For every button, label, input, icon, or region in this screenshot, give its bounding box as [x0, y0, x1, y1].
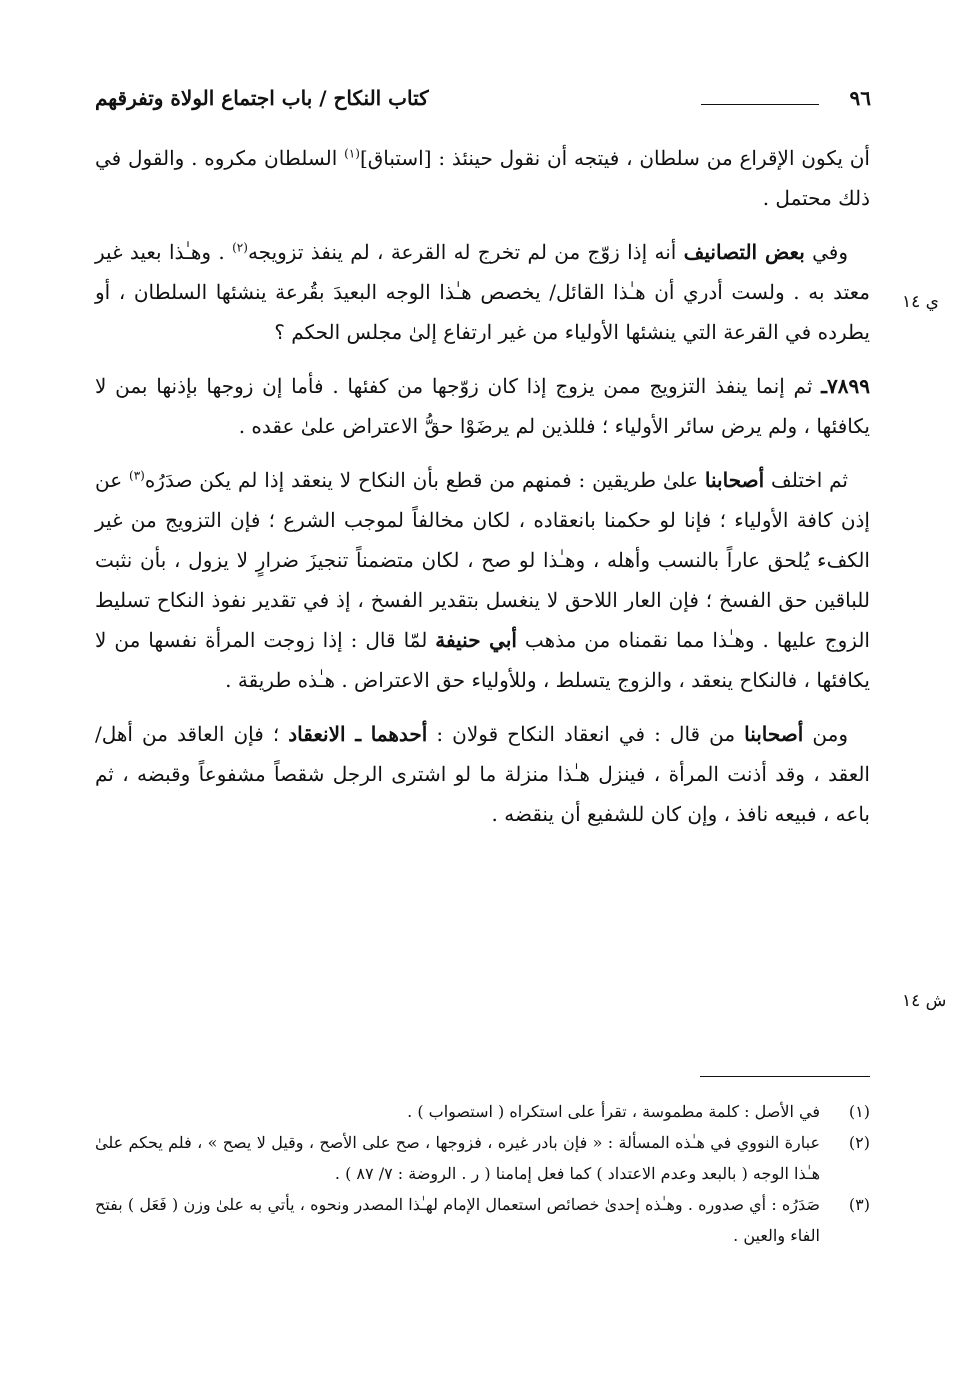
- text-run: لمّا قال : إذا زوجت المرأة نفسها من لا يكافئها ، فالنكاح ينعقد ، والزوج يتسلط ، وللأولياء حق الاعتراض . هـٰذه طريقة .: [95, 628, 870, 692]
- paragraph-5: [95, 714, 870, 834]
- text-run: أنه إذا زوّج من لم تخرج له القرعة ، لم ينفذ تزويجه: [247, 240, 684, 264]
- bold-text: أحدهما ـ الانعقاد: [288, 722, 428, 746]
- margin-marker-shin14: ش ١٤: [902, 991, 947, 1011]
- footnote-ref-3: (٣): [129, 468, 145, 483]
- footnote-separator: [700, 1076, 870, 1077]
- text-run: أن يكون الإقراع من سلطان ، فيتجه أن نقول حينئذ : [استباق]: [359, 146, 870, 170]
- footnote-3: [95, 1189, 870, 1251]
- text-run: ؛ فإن العاقد من أهل/ العقد ، وقد أذنت المرأة ، فينزل هـٰذا منزلة ما لو اشترى الرجل شقصاً مشفوعاً وقبضه ، ثم باعه ، فبيعه نافذ ، وإن كان للشفيع أن ينقضه .: [95, 722, 870, 826]
- paragraph-number: ٧٨٩٩ـ: [821, 374, 870, 398]
- footnote-number: (١): [848, 1102, 870, 1121]
- text-run: ثم اختلف: [764, 468, 848, 492]
- text-run: من قال : في انعقاد النكاح قولان :: [427, 722, 745, 746]
- footnote-number: (٣): [848, 1195, 870, 1214]
- text-run: وفي: [804, 240, 848, 264]
- text-run: . وهـٰذا بعيد غير معتد به . ولست أدري أن هـٰذا القائل/ يخصص هـٰذا الوجه البعيدَ بقُرعة ينشئها السلطان ، أو يطرده في القرعة التي ينشئها الأولياء من غير ارتفاع إلىٰ مجلس الحكم ؟: [95, 240, 870, 344]
- main-text: [95, 138, 870, 834]
- text-run: ومن: [803, 722, 848, 746]
- text-run: ثم إنما ينفذ التزويج ممن يزوج إذا كان زوّجها من كفئها . فأما إن زوجها بإذنها بمن لا يكافئها ، ولم يرض سائر الأولياء ؛ فللذين لم يرضَوْا حقُّ الاعتراض علىٰ عقده .: [95, 374, 870, 438]
- footnote-ref-2: (٢): [232, 240, 248, 255]
- bold-text: بعض التصانيف: [683, 240, 805, 264]
- text-run: السلطان مكروه . والقول في ذلك محتمل .: [95, 146, 870, 210]
- bold-text: أصحابنا: [744, 722, 804, 746]
- footnote-text: صَدَرُه : أي صدوره . وهـٰذه إحدىٰ خصائص استعمال الإمام لهـٰذا المصدر ونحوه ، يأتي به علىٰ وزن ( فَعَل ) بفتح الفاء والعين .: [95, 1195, 820, 1245]
- paragraph-1: [95, 138, 870, 218]
- bold-text: أبي حنيفة: [435, 628, 517, 652]
- paragraph-4: [95, 460, 870, 700]
- paragraph-2: [95, 232, 870, 352]
- running-title: كتاب النكاح / باب اجتماع الولاة وتفرقهم: [95, 86, 429, 110]
- footnote-number: (٢): [848, 1133, 870, 1152]
- footnote-1: [95, 1096, 870, 1127]
- page-header: [95, 86, 871, 120]
- margin-marker-ya14: ي ١٤: [902, 292, 939, 312]
- footnote-ref-1: (١): [344, 146, 360, 161]
- footnote-2: [95, 1127, 870, 1189]
- footnotes: [95, 1096, 870, 1251]
- text-run: عن إذن كافة الأولياء ؛ فإنا لو حكمنا بانعقاده ، لكان مخالفاً لموجب الشرع ؛ فإن التزويج من غير الكفء يُلحق عاراً بالنسب وأهله ، وهـٰذا لو صح ، لكان متضمناً تنجيزَ ضرارٍ لا يزول ، بأن نثبت للباقين حق الفسخ ؛ فإن العار اللاحق لا ينغسل بتقدير الفسخ ، إذ في تقدير نفوذ النكاح تسليط الزوج عليها . وهـٰذا مما نقمناه من مذهب: [95, 468, 870, 652]
- bold-text: أصحابنا: [704, 468, 765, 492]
- header-rule: [701, 104, 819, 105]
- footnote-text: عبارة النووي في هـٰذه المسألة : « فإن بادر غيره ، فزوجها ، صح على الأصح ، وقيل لا يصح » ، فلم يحكم علىٰ هـٰذا الوجه ( بالبعد وعدم الاعتداد ) كما فعل إمامنا ( ر . الروضة : ٧/ ٨٧ ) .: [95, 1133, 820, 1183]
- paragraph-3: [95, 366, 870, 446]
- page-number: ٩٦: [849, 86, 871, 110]
- footnote-text: في الأصل : كلمة مطموسة ، تقرأ على استكراه ( استصواب ) .: [407, 1102, 820, 1121]
- text-run: علىٰ طريقين : فمنهم من قطع بأن النكاح لا ينعقد إذا لم يكن صدَرُه: [144, 468, 705, 492]
